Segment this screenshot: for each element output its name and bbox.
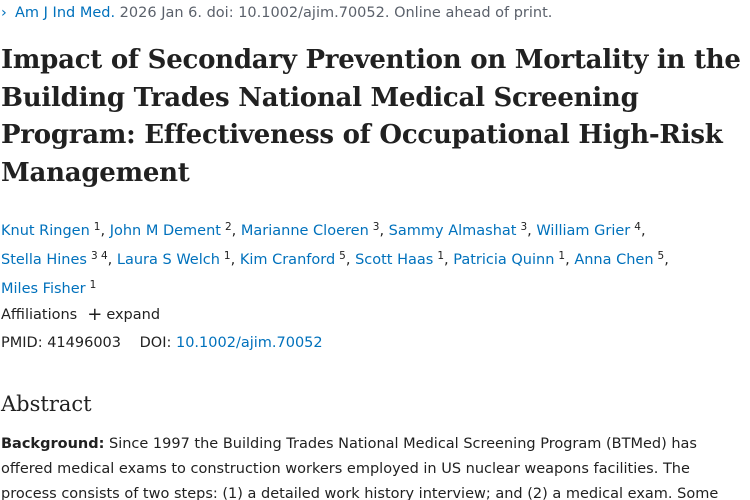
author-link[interactable]: Knut Ringen — [1, 223, 90, 239]
expand-label: expand — [106, 307, 161, 323]
author-item: Knut Ringen $^1$, — [1, 221, 106, 239]
author-item: Marianne Cloeren $^3$, — [240, 221, 385, 239]
affiliation-ref[interactable]: 5 — [657, 250, 665, 262]
pmid-label: PMID: — [1, 335, 43, 351]
author-link[interactable]: Anna Chen — [574, 252, 654, 268]
author-link[interactable]: Marianne Cloeren — [240, 223, 369, 239]
identifiers-row — [1, 333, 323, 353]
expand-affiliations-button[interactable] — [87, 304, 160, 326]
affiliation-ref[interactable]: 5 — [339, 250, 346, 262]
citation-details: 2026 Jan 6. doi: 10.1002/ajim.70052. Online ahead of print. — [115, 5, 553, 21]
author-link[interactable]: Patricia Quinn — [453, 252, 555, 268]
author-item — [1, 281, 96, 297]
affiliations-label: Affiliations — [1, 307, 78, 323]
author-item: Stella Hines $^{3 4}$, — [1, 250, 113, 268]
author-item: Laura S Welch $^1$, — [116, 250, 236, 268]
authors-list — [1, 215, 746, 302]
doi-link[interactable]: 10.1002/ajim.70052 — [175, 335, 323, 351]
author-item: John M Dement $^2$, — [109, 221, 237, 239]
author-item: Sammy Almashat $^3$, — [388, 221, 532, 239]
affiliation-ref[interactable]: 4 — [634, 221, 641, 233]
author-item: William Grier $^4$, — [536, 221, 646, 239]
affiliations-row — [1, 304, 160, 326]
affiliation-ref[interactable]: 3 — [520, 221, 528, 233]
pmid-value: 41496003 — [47, 335, 122, 351]
affiliation-ref[interactable]: 1 — [437, 250, 445, 262]
author-link[interactable]: Laura S Welch — [116, 252, 220, 268]
author-link[interactable]: Miles Fisher — [1, 281, 86, 297]
author-link[interactable]: Stella Hines — [1, 252, 87, 268]
doi-label: DOI: — [139, 335, 172, 351]
abstract-heading: Abstract — [1, 392, 92, 416]
background-label: Background: — [1, 436, 105, 452]
author-link[interactable]: Kim Cranford — [239, 252, 336, 268]
journal-link[interactable]: Am J Ind Med. — [15, 5, 116, 21]
affiliation-ref[interactable]: 3 4 — [90, 250, 108, 262]
author-link[interactable]: Sammy Almashat — [388, 223, 517, 239]
author-item: Scott Haas $^1$, — [355, 250, 449, 268]
author-item: Anna Chen $^5$, — [574, 250, 669, 268]
affiliation-ref[interactable]: 3 — [372, 221, 380, 233]
author-link[interactable]: John M Dement — [109, 223, 221, 239]
article-title: Impact of Secondary Prevention on Mortality in the Building Trades National Medical Screening Program: Effectiveness of Occupational High-Risk Management — [1, 45, 741, 188]
author-item: Patricia Quinn $^1$, — [453, 250, 570, 268]
citation-line — [1, 4, 552, 22]
plus-icon: + — [87, 304, 103, 325]
affiliation-ref[interactable]: 1 — [558, 250, 566, 262]
author-link[interactable]: William Grier — [536, 223, 631, 239]
background-text: Since 1997 the Building Trades National Medical Screening Program (BTMed) has offered medical exams to construction workers employed in US nuclear weapons facilities. The process consists of two steps: (1) a detailed work history interview; and (2) a medical exam. Some — [1, 436, 719, 500]
chevron-right-icon: › — [1, 5, 7, 21]
affiliation-ref[interactable]: 1 — [89, 279, 97, 291]
affiliation-ref[interactable]: 1 — [93, 221, 101, 233]
author-item: Kim Cranford $^5$, — [239, 250, 351, 268]
author-link[interactable]: Scott Haas — [355, 252, 434, 268]
abstract-paragraph — [1, 432, 743, 500]
affiliation-ref[interactable]: 1 — [223, 250, 231, 262]
affiliation-ref[interactable]: 2 — [224, 221, 232, 233]
